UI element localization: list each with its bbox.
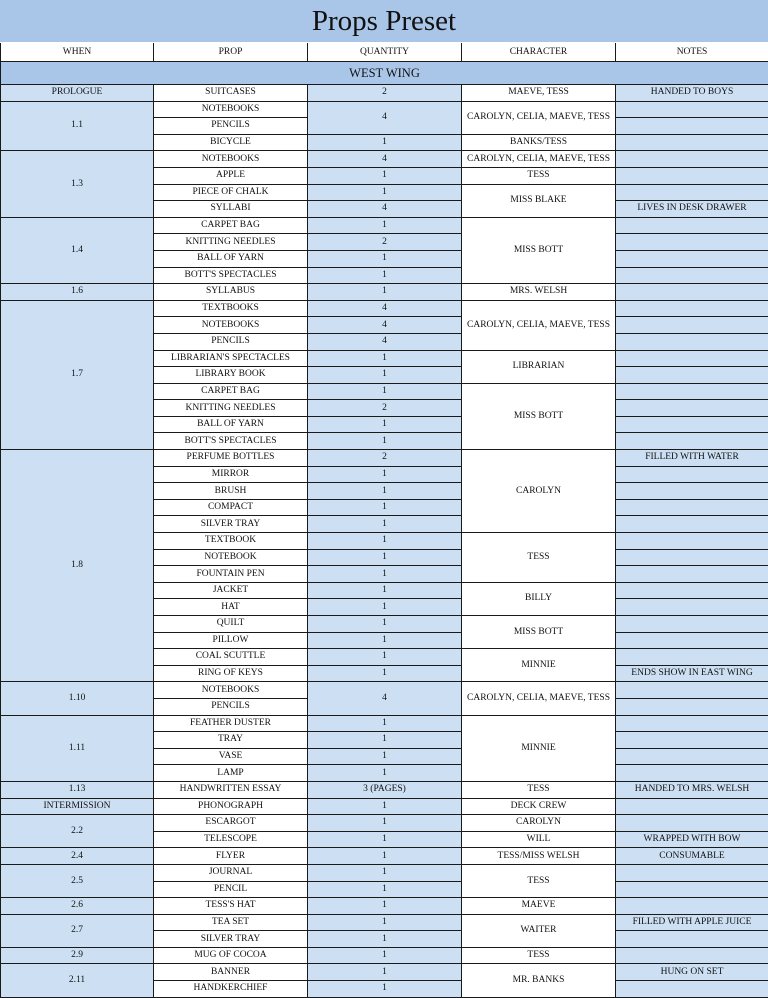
notes-cell — [616, 433, 768, 450]
quantity-cell: 1 — [308, 250, 462, 267]
prop-cell: NOTEBOOKS — [154, 101, 308, 118]
notes-cell: CONSUMABLE — [616, 848, 768, 865]
quantity-cell: 1 — [308, 632, 462, 649]
character-cell: CAROLYN — [462, 815, 616, 832]
prop-cell: CARPET BAG — [154, 217, 308, 234]
table-row — [1, 864, 768, 881]
notes-cell — [616, 217, 768, 234]
prop-cell: VASE — [154, 748, 308, 765]
prop-cell: BANNER — [154, 964, 308, 981]
prop-cell: PERFUME BOTTLES — [154, 450, 308, 467]
notes-cell — [616, 300, 768, 317]
notes-cell: FILLED WITH WATER — [616, 450, 768, 467]
quantity-cell: 1 — [308, 566, 462, 583]
quantity-cell: 4 — [308, 300, 462, 317]
notes-cell — [616, 599, 768, 616]
prop-cell: SYLLABI — [154, 201, 308, 218]
character-cell: TESS — [462, 864, 616, 897]
prop-cell: TELESCOPE — [154, 831, 308, 848]
notes-cell — [616, 416, 768, 433]
notes-cell: HANDED TO MRS. WELSH — [616, 781, 768, 798]
notes-cell — [616, 134, 768, 151]
prop-cell: BOTT'S SPECTACLES — [154, 433, 308, 450]
notes-cell — [616, 234, 768, 251]
prop-cell: TEXTBOOK — [154, 533, 308, 550]
quantity-cell: 4 — [308, 317, 462, 334]
quantity-cell: 2 — [308, 400, 462, 417]
prop-cell: TRAY — [154, 732, 308, 749]
notes-cell — [616, 383, 768, 400]
prop-cell: HANDWRITTEN ESSAY — [154, 781, 308, 798]
quantity-cell: 1 — [308, 267, 462, 284]
quantity-cell: 1 — [308, 533, 462, 550]
prop-cell: HANDKERCHIEF — [154, 981, 308, 998]
when-cell: 2.2 — [1, 815, 154, 848]
table-row — [1, 798, 768, 815]
notes-cell — [616, 333, 768, 350]
quantity-cell: 1 — [308, 383, 462, 400]
notes-cell — [616, 267, 768, 284]
table-row — [1, 781, 768, 798]
notes-cell: HUNG ON SET — [616, 964, 768, 981]
quantity-cell: 1 — [308, 947, 462, 964]
quantity-cell: 1 — [308, 516, 462, 533]
table-row — [1, 300, 768, 317]
quantity-cell: 1 — [308, 715, 462, 732]
notes-cell — [616, 549, 768, 566]
prop-cell: BOTT'S SPECTACLES — [154, 267, 308, 284]
quantity-cell: 1 — [308, 549, 462, 566]
character-cell: CAROLYN, CELIA, MAEVE, TESS — [462, 151, 616, 168]
quantity-cell: 1 — [308, 499, 462, 516]
prop-cell: TEA SET — [154, 914, 308, 931]
prop-cell: NOTEBOOKS — [154, 151, 308, 168]
table-row — [1, 450, 768, 467]
when-cell: 1.1 — [1, 101, 154, 151]
notes-cell: LIVES IN DESK DRAWER — [616, 201, 768, 218]
quantity-cell: 1 — [308, 831, 462, 848]
quantity-cell: 4 — [308, 101, 462, 134]
character-cell: TESS — [462, 167, 616, 184]
notes-cell — [616, 682, 768, 699]
when-cell: 1.7 — [1, 300, 154, 449]
quantity-cell: 1 — [308, 350, 462, 367]
quantity-cell: 1 — [308, 433, 462, 450]
prop-cell: PENCIL — [154, 881, 308, 898]
quantity-cell: 1 — [308, 665, 462, 682]
notes-cell: HANDED TO BOYS — [616, 85, 768, 102]
notes-cell — [616, 947, 768, 964]
quantity-cell: 1 — [308, 914, 462, 931]
table-row — [1, 217, 768, 234]
quantity-cell: 1 — [308, 881, 462, 898]
prop-cell: FLYER — [154, 848, 308, 865]
table-row — [1, 151, 768, 168]
character-cell: MISS BOTT — [462, 616, 616, 649]
quantity-cell: 4 — [308, 333, 462, 350]
prop-cell: JACKET — [154, 582, 308, 599]
notes-cell — [616, 798, 768, 815]
prop-cell: TESS'S HAT — [154, 898, 308, 915]
quantity-cell: 1 — [308, 284, 462, 301]
character-cell: LIBRARIAN — [462, 350, 616, 383]
table-row — [1, 848, 768, 865]
notes-cell — [616, 881, 768, 898]
prop-cell: SUITCASES — [154, 85, 308, 102]
quantity-cell: 1 — [308, 367, 462, 384]
notes-cell: FILLED WITH APPLE JUICE — [616, 914, 768, 931]
prop-cell: LIBRARIAN'S SPECTACLES — [154, 350, 308, 367]
quantity-cell: 1 — [308, 184, 462, 201]
notes-cell: WRAPPED WITH BOW — [616, 831, 768, 848]
prop-cell: KNITTING NEEDLES — [154, 234, 308, 251]
prop-cell: PENCILS — [154, 333, 308, 350]
quantity-cell: 1 — [308, 167, 462, 184]
header-row — [1, 43, 768, 62]
prop-cell: BALL OF YARN — [154, 416, 308, 433]
notes-cell — [616, 765, 768, 782]
notes-cell — [616, 748, 768, 765]
notes-cell — [616, 167, 768, 184]
prop-cell: FEATHER DUSTER — [154, 715, 308, 732]
when-cell: 1.11 — [1, 715, 154, 781]
notes-cell — [616, 864, 768, 881]
character-cell: TESS — [462, 781, 616, 798]
quantity-cell: 2 — [308, 85, 462, 102]
notes-cell — [616, 317, 768, 334]
character-cell: MINNIE — [462, 715, 616, 781]
quantity-cell: 1 — [308, 134, 462, 151]
prop-cell: LAMP — [154, 765, 308, 782]
when-cell: 1.13 — [1, 781, 154, 798]
character-cell: BILLY — [462, 582, 616, 615]
quantity-cell: 1 — [308, 483, 462, 500]
table-row — [1, 964, 768, 981]
when-cell: 2.4 — [1, 848, 154, 865]
character-cell: TESS/MISS WELSH — [462, 848, 616, 865]
page-title: Props Preset — [0, 0, 768, 43]
when-cell: 1.10 — [1, 682, 154, 715]
character-cell: MAEVE — [462, 898, 616, 915]
prop-cell: PHONOGRAPH — [154, 798, 308, 815]
quantity-cell: 1 — [308, 864, 462, 881]
character-cell: BANKS/TESS — [462, 134, 616, 151]
prop-cell: JOURNAL — [154, 864, 308, 881]
prop-cell: PENCILS — [154, 118, 308, 135]
notes-cell — [616, 483, 768, 500]
prop-cell: KNITTING NEEDLES — [154, 400, 308, 417]
notes-cell — [616, 715, 768, 732]
prop-cell: RING OF KEYS — [154, 665, 308, 682]
quantity-cell: 1 — [308, 599, 462, 616]
quantity-cell: 1 — [308, 466, 462, 483]
character-cell: WAITER — [462, 914, 616, 947]
notes-cell — [616, 533, 768, 550]
character-cell: CAROLYN, CELIA, MAEVE, TESS — [462, 101, 616, 134]
quantity-cell: 2 — [308, 450, 462, 467]
when-cell: INTERMISSION — [1, 798, 154, 815]
character-cell: MR. BANKS — [462, 964, 616, 997]
section-title: WEST WING — [1, 62, 768, 85]
character-cell: CAROLYN, CELIA, MAEVE, TESS — [462, 300, 616, 350]
quantity-cell: 1 — [308, 848, 462, 865]
table-row — [1, 101, 768, 118]
notes-cell — [616, 350, 768, 367]
prop-cell: SILVER TRAY — [154, 516, 308, 533]
when-cell: 1.6 — [1, 284, 154, 301]
table-row — [1, 914, 768, 931]
notes-cell — [616, 516, 768, 533]
character-cell: WILL — [462, 831, 616, 848]
prop-cell: TEXTBOOKS — [154, 300, 308, 317]
quantity-cell: 1 — [308, 798, 462, 815]
prop-cell: BALL OF YARN — [154, 250, 308, 267]
quantity-cell: 1 — [308, 616, 462, 633]
prop-cell: SYLLABUS — [154, 284, 308, 301]
notes-cell — [616, 466, 768, 483]
character-cell: CAROLYN, CELIA, MAEVE, TESS — [462, 682, 616, 715]
prop-cell: NOTEBOOK — [154, 549, 308, 566]
prop-cell: MIRROR — [154, 466, 308, 483]
character-cell: TESS — [462, 947, 616, 964]
prop-cell: BICYCLE — [154, 134, 308, 151]
prop-cell: PIECE OF CHALK — [154, 184, 308, 201]
prop-cell: APPLE — [154, 167, 308, 184]
table-row — [1, 682, 768, 699]
notes-cell — [616, 284, 768, 301]
quantity-cell: 4 — [308, 682, 462, 715]
when-cell: 1.3 — [1, 151, 154, 217]
prop-cell: NOTEBOOKS — [154, 682, 308, 699]
prop-cell: PILLOW — [154, 632, 308, 649]
header-notes: NOTES — [616, 43, 768, 62]
notes-cell — [616, 566, 768, 583]
when-cell: PROLOGUE — [1, 85, 154, 102]
prop-cell: PENCILS — [154, 698, 308, 715]
quantity-cell: 1 — [308, 217, 462, 234]
quantity-cell: 4 — [308, 151, 462, 168]
notes-cell — [616, 815, 768, 832]
when-cell: 1.4 — [1, 217, 154, 283]
quantity-cell: 1 — [308, 732, 462, 749]
table-row — [1, 947, 768, 964]
quantity-cell: 1 — [308, 815, 462, 832]
character-cell: MINNIE — [462, 649, 616, 682]
quantity-cell: 1 — [308, 765, 462, 782]
quantity-cell: 1 — [308, 898, 462, 915]
notes-cell — [616, 649, 768, 666]
character-cell: MISS BOTT — [462, 217, 616, 283]
header-prop: PROP — [154, 43, 308, 62]
prop-cell: HAT — [154, 599, 308, 616]
when-cell: 2.9 — [1, 947, 154, 964]
table-row — [1, 715, 768, 732]
prop-cell: SILVER TRAY — [154, 931, 308, 948]
section-row — [1, 62, 768, 85]
notes-cell — [616, 632, 768, 649]
prop-cell: FOUNTAIN PEN — [154, 566, 308, 583]
table-row — [1, 815, 768, 832]
quantity-cell: 1 — [308, 582, 462, 599]
notes-cell — [616, 151, 768, 168]
character-cell: MISS BOTT — [462, 383, 616, 449]
notes-cell — [616, 698, 768, 715]
prop-cell: COMPACT — [154, 499, 308, 516]
table-row — [1, 284, 768, 301]
quantity-cell: 1 — [308, 931, 462, 948]
notes-cell — [616, 118, 768, 135]
notes-cell — [616, 250, 768, 267]
notes-cell — [616, 931, 768, 948]
table-row — [1, 898, 768, 915]
table-row — [1, 85, 768, 102]
quantity-cell: 2 — [308, 234, 462, 251]
character-cell: DECK CREW — [462, 798, 616, 815]
prop-cell: QUILT — [154, 616, 308, 633]
character-cell: CAROLYN — [462, 450, 616, 533]
quantity-cell: 4 — [308, 201, 462, 218]
when-cell: 2.6 — [1, 898, 154, 915]
prop-cell: COAL SCUTTLE — [154, 649, 308, 666]
quantity-cell: 1 — [308, 748, 462, 765]
quantity-cell: 1 — [308, 964, 462, 981]
notes-cell — [616, 981, 768, 998]
header-when: WHEN — [1, 43, 154, 62]
notes-cell — [616, 582, 768, 599]
quantity-cell: 1 — [308, 981, 462, 998]
character-cell: TESS — [462, 533, 616, 583]
prop-cell: CARPET BAG — [154, 383, 308, 400]
notes-cell — [616, 898, 768, 915]
prop-cell: MUG OF COCOA — [154, 947, 308, 964]
header-character: CHARACTER — [462, 43, 616, 62]
notes-cell — [616, 616, 768, 633]
character-cell: MAEVE, TESS — [462, 85, 616, 102]
when-cell: 2.5 — [1, 864, 154, 897]
props-table — [0, 43, 768, 998]
notes-cell — [616, 732, 768, 749]
notes-cell: ENDS SHOW IN EAST WING — [616, 665, 768, 682]
notes-cell — [616, 184, 768, 201]
when-cell: 2.11 — [1, 964, 154, 997]
quantity-cell: 1 — [308, 649, 462, 666]
character-cell: MISS BLAKE — [462, 184, 616, 217]
when-cell: 2.7 — [1, 914, 154, 947]
notes-cell — [616, 367, 768, 384]
notes-cell — [616, 101, 768, 118]
header-quantity: QUANTITY — [308, 43, 462, 62]
notes-cell — [616, 400, 768, 417]
prop-cell: NOTEBOOKS — [154, 317, 308, 334]
quantity-cell: 3 (PAGES) — [308, 781, 462, 798]
when-cell: 1.8 — [1, 450, 154, 682]
quantity-cell: 1 — [308, 416, 462, 433]
prop-cell: ESCARGOT — [154, 815, 308, 832]
character-cell: MRS. WELSH — [462, 284, 616, 301]
notes-cell — [616, 499, 768, 516]
prop-cell: BRUSH — [154, 483, 308, 500]
prop-cell: LIBRARY BOOK — [154, 367, 308, 384]
